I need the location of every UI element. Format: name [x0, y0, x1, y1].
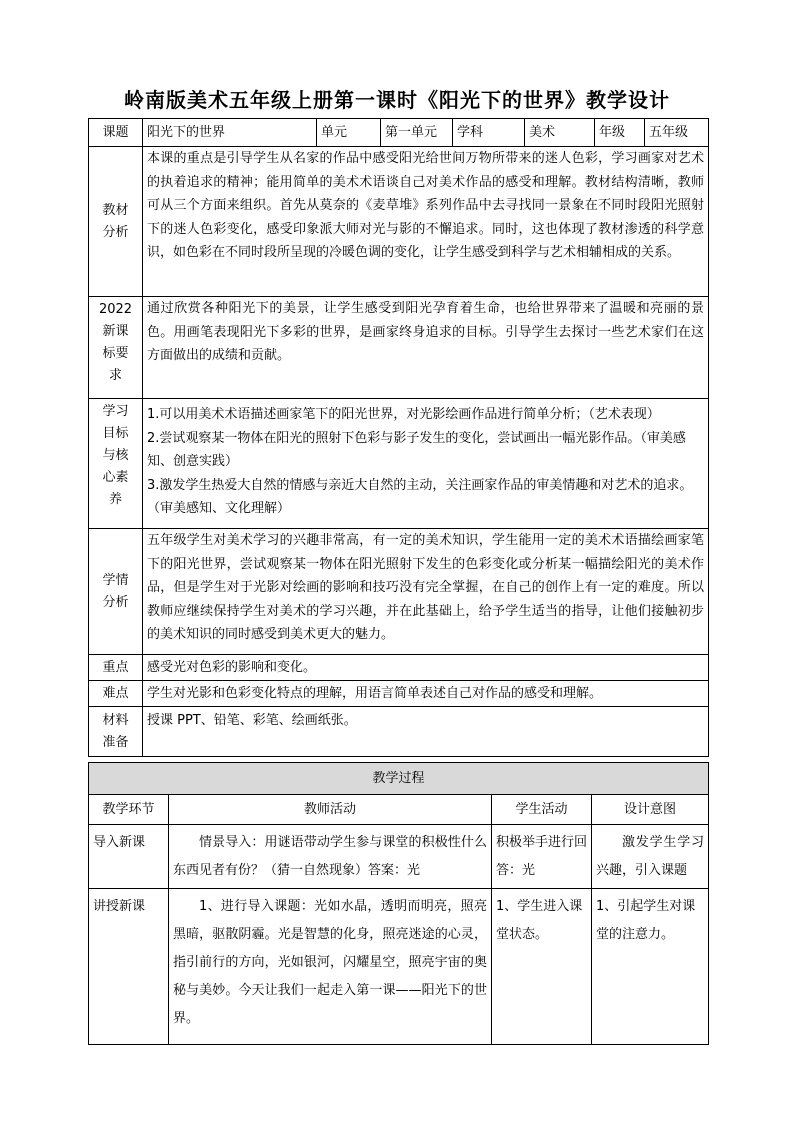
key-point-label: 重点: [89, 655, 143, 681]
learner-analysis-row: [89, 529, 709, 655]
material-analysis-text: 本课的重点是引导学生从名家的作品中感受阳光给世间万物所带来的迷人色彩，学习画家对艺术的执着追求的精神；能用简单的美术术语谈自己对美术作品的感受和理解。教材结构清晰，教师可从三个方面来组织。首先从莫奈的《麦草堆》系列作品中去寻找同一景象在不同时段阳光照射下的迷人色彩变化，感受印象派大师对光与影的不懈追求。同时，这也体现了教材渗透的科学意识，如色彩在不同时段所呈现的冷暖色调的变化，让学生感受到科学与艺术相辅相成的关系。: [143, 147, 709, 297]
process-heading: 教学过程: [89, 763, 709, 795]
document-title: 岭南版美术五年级上册第一课时《阳光下的世界》教学设计: [124, 88, 670, 112]
stage-cell: 导入新课: [89, 825, 169, 889]
grade-value: 五年级: [645, 119, 709, 147]
grade-label: 年级: [595, 119, 645, 147]
column-header-stage: 教学环节: [89, 795, 169, 825]
process-row-intro: [89, 825, 709, 889]
info-row: [89, 119, 709, 147]
goal-item: 2.尝试观察某一物体在阳光的照射下色彩与影子发生的变化，尝试画出一幅光影作品。（审美感知、创意实践）: [147, 430, 686, 469]
learning-goals-label: 学习 目标 与核 心素 养: [89, 399, 143, 529]
lesson-info-table: [88, 118, 709, 757]
student-activity-cell: 1、学生进入课堂状态。: [492, 889, 592, 1045]
learner-analysis-text: 五年级学生对美术学习的兴趣非常高，有一定的美术知识，学生能用一定的美术术语描绘画家笔下的阳光世界，尝试观察某一物体在阳光照射下发生的色彩变化或分析某一幅描绘阳光的美术作品，但是学生对于光影对绘画的影响和技巧没有完全掌握，在自己的创作上有一定的难度。所以教师应继续保持学生对美术的学习兴趣，并在此基础上，给予学生适当的指导，让他们接触初步的美术知识的同时感受到美术更大的魅力。: [143, 529, 709, 655]
material-analysis-label: 教材 分析: [89, 147, 143, 297]
goal-item: 3.激发学生热爱大自然的情感与亲近大自然的主动，关注画家作品的审美情趣和对艺术的追求。（审美感知、文化理解）: [147, 477, 693, 516]
topic-value: 阳光下的世界: [143, 119, 317, 147]
subject-value: 美术: [525, 119, 595, 147]
curriculum-standard-row: [89, 297, 709, 399]
topic-label: 课题: [89, 119, 143, 147]
learner-analysis-label: 学情 分析: [89, 529, 143, 655]
subject-label: 学科: [453, 119, 525, 147]
materials-label: 材料 准备: [89, 707, 143, 757]
student-activity-cell: 积极举手进行回答：光: [492, 825, 592, 889]
teacher-activity-cell: 1、进行导入课题：光如水晶，透明而明亮，照亮黑暗，驱散阴霾。光是智慧的化身，照亮迷途的心灵，指引前行的方向，光如银河，闪耀星空，照亮宇宙的奥秘与美妙。今天让我们一起走入第一课——阳光下的世界。: [169, 889, 492, 1045]
difficulty-label: 难点: [89, 681, 143, 707]
difficulty-row: [89, 681, 709, 707]
key-point-text: 感受光对色彩的影响和变化。: [143, 655, 709, 681]
unit-label: 单元: [317, 119, 381, 147]
design-intent-cell: 1、引起学生对课堂的注意力。: [592, 889, 709, 1045]
teaching-process-table: [88, 762, 709, 1045]
design-intent-cell: 激发学生学习兴趣，引入课题: [592, 825, 709, 889]
goal-item: 1.可以用美术术语描述画家笔下的阳光世界，对光影绘画作品进行简单分析；（艺术表现）: [147, 407, 660, 422]
teacher-activity-cell: 情景导入：用谜语带动学生参与课堂的积极性什么东西见者有份？（猜一自然现象）答案：光: [169, 825, 492, 889]
materials-text: 授课 PPT、铅笔、彩笔、绘画纸张。: [143, 707, 709, 757]
difficulty-text: 学生对光影和色彩变化特点的理解，用语言简单表述自己对作品的感受和理解。: [143, 681, 709, 707]
stage-cell: 讲授新课: [89, 889, 169, 1045]
learning-goals-text: [143, 399, 709, 529]
process-heading-row: [89, 763, 709, 795]
curriculum-standard-text: 通过欣赏各种阳光下的美景，让学生感受到阳光孕育着生命，也给世界带来了温暖和亮丽的景色。用画笔表现阳光下多彩的世界，是画家终身追求的目标。引导学生去探讨一些艺术家们在这方面做出的成绩和贡献。: [143, 297, 709, 399]
key-point-row: [89, 655, 709, 681]
process-row-new-lesson: [89, 889, 709, 1045]
unit-value: 第一单元: [381, 119, 453, 147]
column-header-student: 学生活动: [492, 795, 592, 825]
materials-row: [89, 707, 709, 757]
material-analysis-row: [89, 147, 709, 297]
learning-goals-row: [89, 399, 709, 529]
column-header-teacher: 教师活动: [169, 795, 492, 825]
process-column-headers: [89, 795, 709, 825]
column-header-intent: 设计意图: [592, 795, 709, 825]
curriculum-standard-label: 2022 新课 标要 求: [89, 297, 143, 399]
